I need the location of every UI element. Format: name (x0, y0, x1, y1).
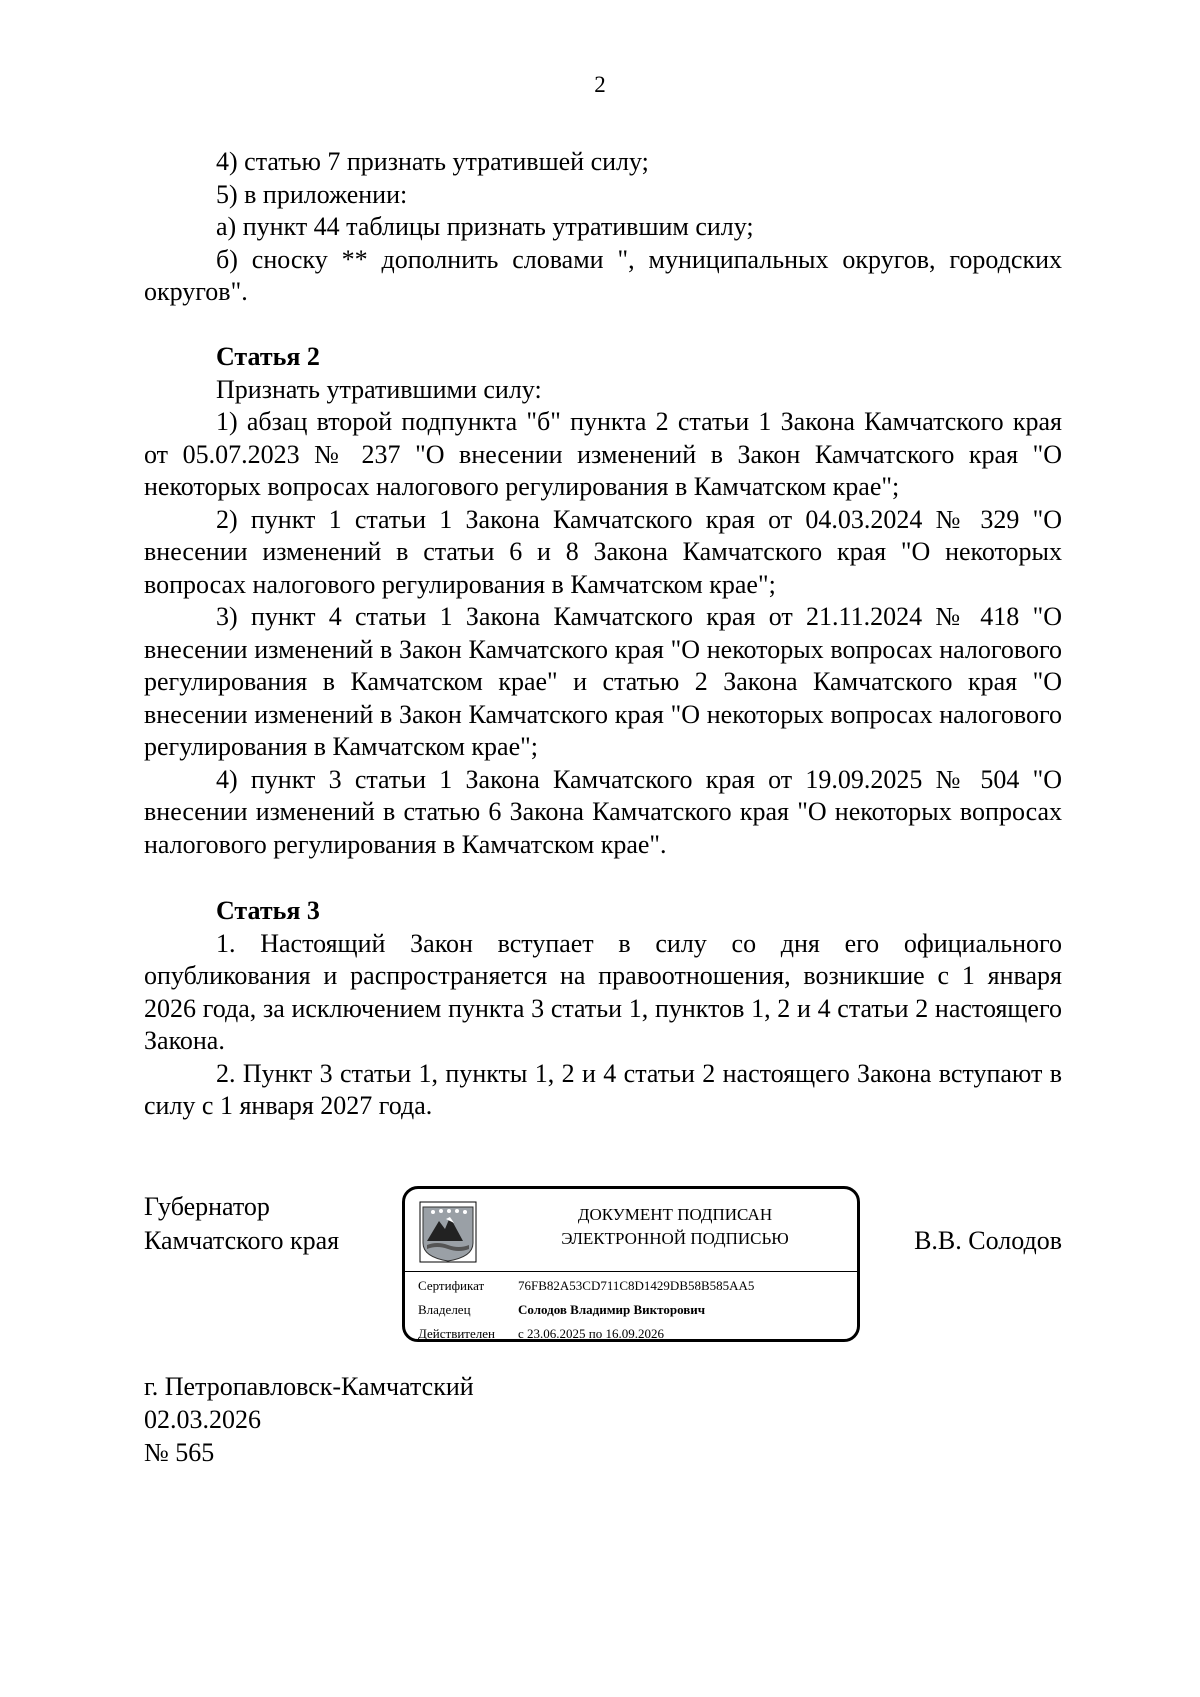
certificate-value: 76FB82A53CD711C8D1429DB58B585AA5 (518, 1278, 755, 1293)
validity-from-prefix: с (518, 1326, 524, 1341)
owner-value: Солодов Владимир Викторович (518, 1302, 706, 1317)
certificate-row (418, 1277, 754, 1295)
stamp-divider (405, 1271, 857, 1272)
paragraph: 4) статью 7 признать утратившей силу; (216, 147, 649, 176)
article-3 (144, 895, 1062, 1123)
certificate-label: Сертификат (418, 1278, 485, 1293)
section-amendments-continued (144, 146, 1062, 309)
position-line: Губернатор (144, 1192, 270, 1221)
list-item: 1. Настоящий Закон вступает в силу со дня его официального опубликования и распространяется на правоотношения, возникшие с 1 января 2026 года, за исключением пункта 3 статьи 1, пунктов 1, 2 и 4 статьи 2 настоящего Закона. (144, 928, 1062, 1055)
signatory-position (144, 1190, 339, 1258)
validity-to: 16.09.2026 (605, 1326, 664, 1341)
page-number: 2 (594, 72, 606, 97)
issue-city: г. Петропавловск-Камчатский (144, 1372, 474, 1401)
list-item: 1) абзац второй подпункта "б" пункта 2 статьи 1 Закона Камчатского края от 05.07.2023 № 237 "О внесении изменений в Закон Камчатского края "О некоторых вопросах налогового регулирования в Камчатском крае"; (144, 407, 1062, 501)
article-intro: Признать утратившими силу: (216, 374, 542, 404)
article-heading: Статья 2 (216, 342, 320, 371)
kamchatka-coat-of-arms-icon (419, 1201, 477, 1263)
list-item: 2) пункт 1 статьи 1 Закона Камчатского края от 04.03.2024 № 329 "О внесении изменений в статьи 6 и 8 Закона Камчатского края "О некоторых вопросах налогового регулирования в Камчатском крае"; (144, 504, 1062, 599)
paragraph: а) пункт 44 таблицы признать утратившим силу; (216, 212, 754, 241)
article-heading: Статья 3 (216, 896, 320, 925)
paragraph: б) сноску ** дополнить словами ", муниципальных округов, городских округов". (144, 244, 1062, 306)
electronic-signature-stamp (402, 1186, 860, 1342)
signatory-name: В.В. Солодов (914, 1226, 1062, 1255)
issue-date: 02.03.2026 (144, 1405, 261, 1434)
validity-from: 23.06.2025 (527, 1326, 586, 1341)
issue-details (144, 1370, 474, 1469)
validity-row (418, 1325, 664, 1343)
stamp-title: ЭЛЕКТРОННОЙ ПОДПИСЬЮ (561, 1229, 789, 1248)
owner-label: Владелец (418, 1302, 471, 1317)
list-item: 4) пункт 3 статьи 1 Закона Камчатского края от 19.09.2025 № 504 "О внесении изменений в статью 6 Закона Камчатского края "О некоторых вопросах налогового регулирования в Камчатском крае". (144, 764, 1062, 859)
validity-to-prefix: по (588, 1326, 603, 1341)
validity-label: Действителен (418, 1326, 495, 1341)
position-line: Камчатского края (144, 1226, 340, 1255)
list-item: 2. Пункт 3 статьи 1, пункты 1, 2 и 4 статьи 2 настоящего Закона вступают в силу с 1 января 2027 года. (144, 1058, 1062, 1120)
owner-row (418, 1301, 705, 1319)
paragraph: 5) в приложении: (216, 179, 408, 209)
issue-number: № 565 (144, 1438, 215, 1467)
article-2 (144, 341, 1062, 861)
stamp-title: ДОКУМЕНТ ПОДПИСАН (577, 1205, 773, 1224)
list-item: 3) пункт 4 статьи 1 Закона Камчатского края от 21.11.2024 № 418 "О внесении изменений в Закон Камчатского края "О некоторых вопросах налогового регулирования в Камчатском крае" и статью 2 Закона Камчатского края "О внесении изменений в Закон Камчатского края "О некоторых вопросах налогового регулирования в Камчатском крае"; (144, 602, 1062, 761)
